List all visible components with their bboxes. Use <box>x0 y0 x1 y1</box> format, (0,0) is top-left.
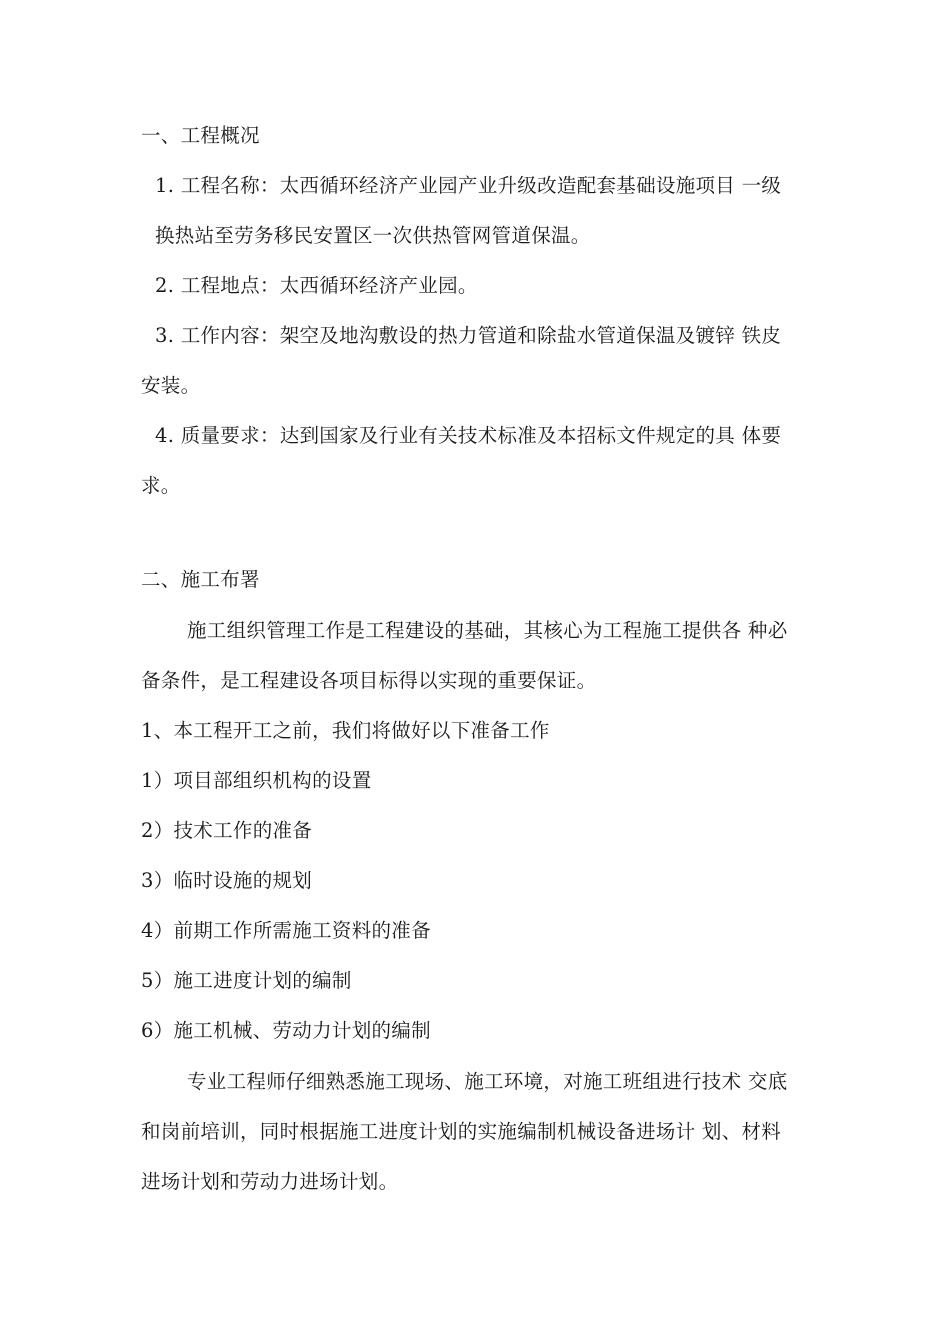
item-1-line-1: 1. 工程名称：太西循环经济产业园产业升级改造配套基础设施项目 一级 <box>155 174 782 197</box>
list-item: 5）施工进度计划的编制 <box>141 969 352 992</box>
item-3-line-2: 安装。 <box>141 374 201 397</box>
list-item: 2）技术工作的准备 <box>141 819 313 842</box>
item-4-line-2: 求。 <box>141 474 181 497</box>
item-1-line-2: 换热站至劳务移民安置区一次供热管网管道保温。 <box>155 224 591 247</box>
closing-line-1: 专业工程师仔细熟悉施工现场、施工环境，对施工班组进行技术 交底 <box>187 1070 788 1093</box>
closing-line-2: 和岗前培训，同时根据施工进度计划的实施编制机械设备进场计 划、材料 <box>141 1120 782 1143</box>
item-4-line-1: 4. 质量要求：达到国家及行业有关技术标准及本招标文件规定的具 体要 <box>155 424 782 447</box>
list-item: 1）项目部组织机构的设置 <box>141 769 372 792</box>
sub-heading: 1、本工程开工之前，我们将做好以下准备工作 <box>141 719 550 742</box>
section-1-heading: 一、工程概况 <box>141 124 260 147</box>
intro-line-1: 施工组织管理工作是工程建设的基础，其核心为工程施工提供各 种必 <box>187 619 788 642</box>
item-3-line-1: 3. 工作内容：架空及地沟敷设的热力管道和除盐水管道保温及镀锌 铁皮 <box>155 324 782 347</box>
item-2-line-1: 2. 工程地点：太西循环经济产业园。 <box>155 274 478 297</box>
list-item: 6）施工机械、劳动力计划的编制 <box>141 1019 431 1042</box>
intro-line-2: 备条件，是工程建设各项目标得以实现的重要保证。 <box>141 669 597 692</box>
section-2-heading: 二、施工布署 <box>141 568 260 591</box>
list-item: 4）前期工作所需施工资料的准备 <box>141 919 431 942</box>
list-item: 3）临时设施的规划 <box>141 869 313 892</box>
closing-line-3: 进场计划和劳动力进场计划。 <box>141 1170 399 1193</box>
